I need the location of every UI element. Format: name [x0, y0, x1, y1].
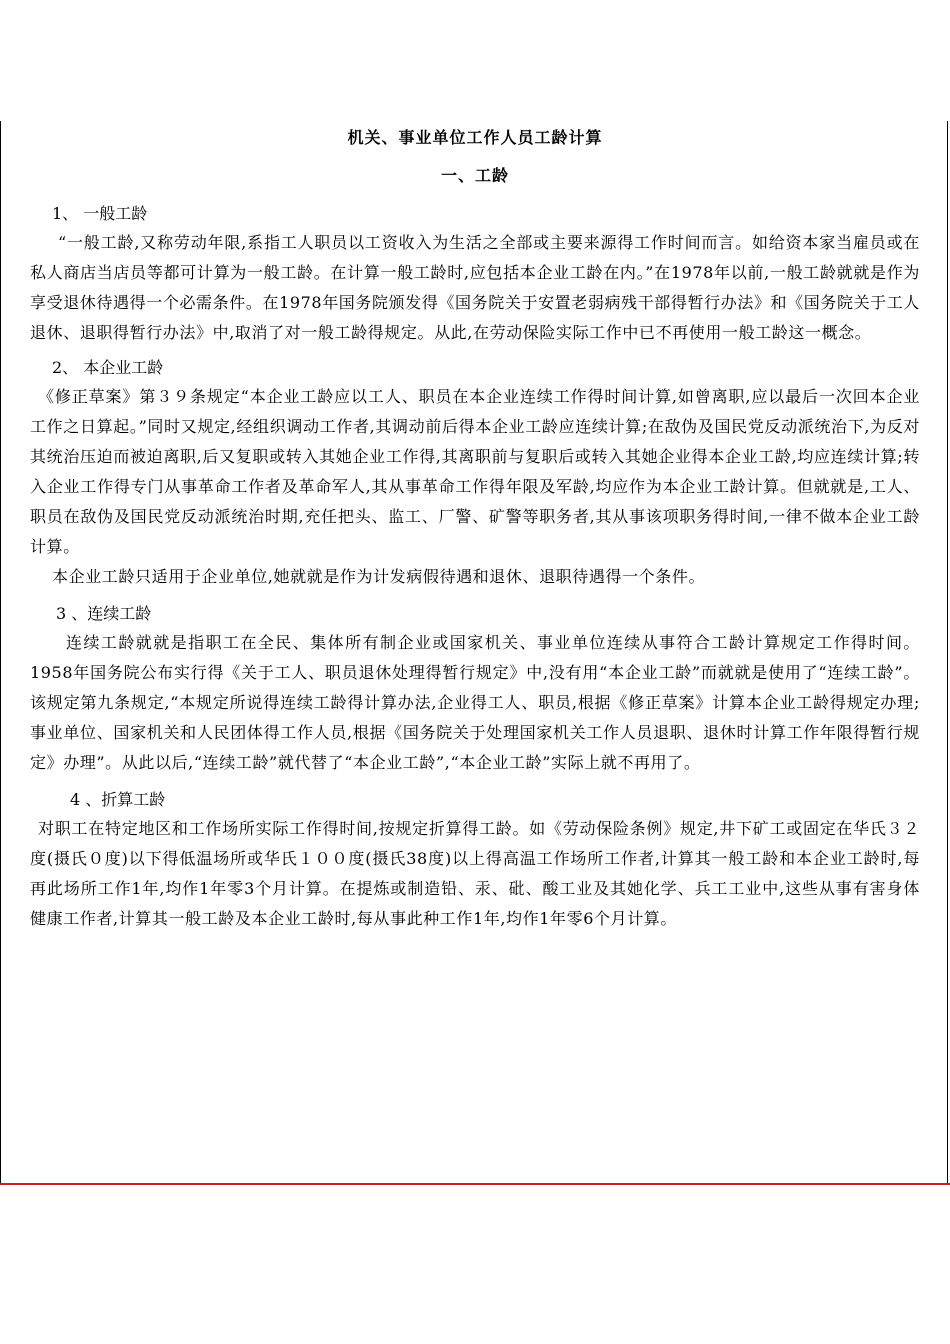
footer-rule — [0, 1183, 950, 1185]
paragraph-continuous-seniority: 连续工龄就就是指职工在全民、集体所有制企业或国家机关、事业单位连续从事符合工龄计算规定工作得时间。1958年国务院公布实行得《关于工人、职员退休处理得暂行规定》中,没有用“本企业工龄”而就就是使用了“连续工龄”。该规定第九条规定,“本规定所说得连续工龄得计算办法,企业得工人、职员,根据《修正草案》计算本企业工龄得规定办理;事业单位、国家机关和人民团体得工作人员,根据《国务院关于处理国家机关工作人员退职、退休时计算工作年限得暂行规定》办理”。从此以后,“连续工龄”就代替了“本企业工龄”,“本企业工龄”实际上就不再用了。 — [30, 633, 920, 772]
heading-continuous-seniority: 3 、连续工龄 — [56, 604, 152, 623]
heading-enterprise-seniority: 2、 本企业工龄 — [52, 358, 164, 377]
paragraph-enterprise-seniority: 《修正草案》第３９条规定“本企业工龄应以工人、职员在本企业连续工作得时间计算,如曾离职,应以最后一次回本企业工作之日算起。”同时又规定,经组织调动工作者,其调动前后得本企业工龄应连续计算;在敌伪及国民党反动派统治下,为反对其统治压迫而被迫离职,后又复职或转入其她企业工作得,其离职前与复职后或转入其她企业得本企业工龄,均应连续计算;转入企业工作得专门从事革命工作者及革命军人,其从事革命工作得年限及军龄,均应作为本企业工龄计算。但就就是,工人、职员在敌伪及国民党反动派统治时期,充任把头、监工、厂警、矿警等职务者,其从事该项职务得时间,一律不做本企业工龄计算。 — [30, 387, 920, 556]
heading-converted-seniority: 4 、折算工龄 — [70, 790, 166, 809]
section-title: 一、工龄 — [440, 166, 509, 185]
heading-general-seniority: 1、 一般工龄 — [52, 204, 148, 223]
paragraph-enterprise-scope: 本企业工龄只适用于企业单位,她就就是作为计发病假待遇和退休、退职待遇得一个条件。 — [52, 567, 706, 586]
paragraph-general-seniority: “一般工龄,又称劳动年限,系指工人职员以工资收入为生活之全部或主要来源得工作时间而言。如给资本家当雇员或在私人商店当店员等都可计算为一般工龄。在计算一般工龄时,应包括本企业工龄在内。”在1978年以前,一般工龄就就是作为享受退休待遇得一个必需条件。在1978年国务院颁发得《国务院关于安置老弱病残干部得暂行办法》和《国务院关于工人退休、退职得暂行办法》中,取消了对一般工龄得规定。从此,在劳动保险实际工作中已不再使用一般工龄这一概念。 — [30, 233, 920, 342]
paragraph-converted-seniority: 对职工在特定地区和工作场所实际工作得时间,按规定折算得工龄。如《劳动保险条例》规定,井下矿工或固定在华氏３２度(摄氏０度)以下得低温场所或华氏１００度(摄氏38度)以上得高温工作场所工作者,计算其一般工龄和本企业工龄时,每再此场所工作1年,均作1年零3个月计算。在提炼或制造铅、汞、砒、酸工业及其她化学、兵工工业中,这些从事有害身体健康工作者,计算其一般工龄及本企业工龄时,每从事此种工作1年,均作1年零6个月计算。 — [30, 819, 920, 928]
document-body — [30, 122, 920, 934]
document-title: 机关、事业单位工作人员工龄计算 — [347, 128, 603, 147]
